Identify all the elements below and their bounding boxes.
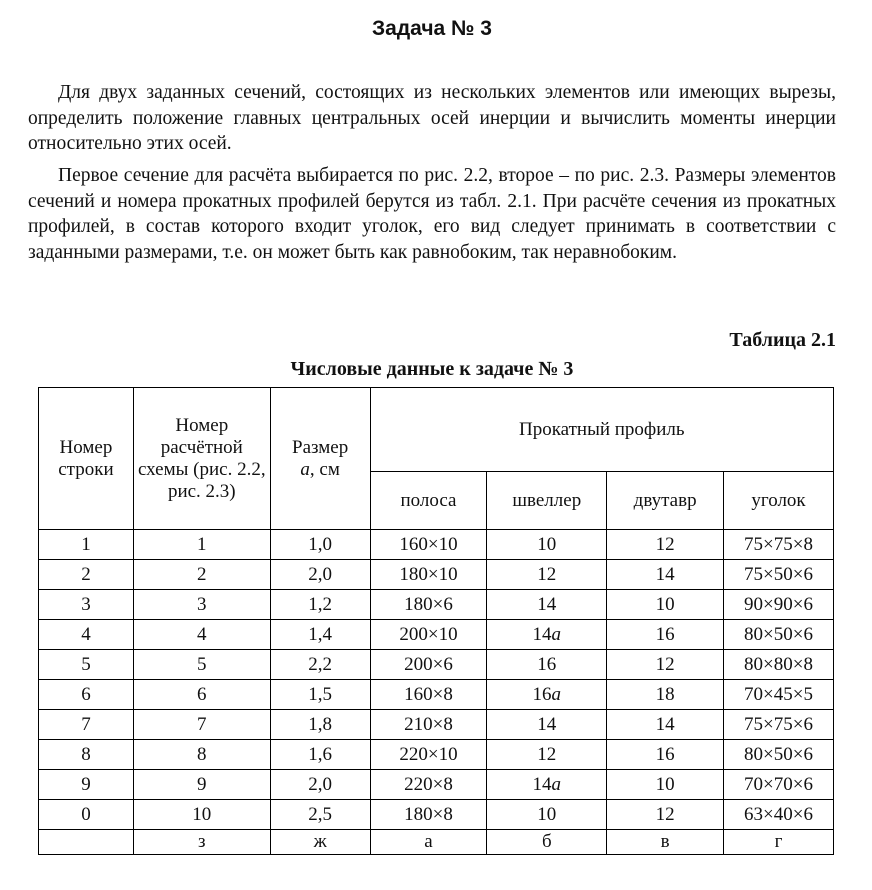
cell-ibeam: 16 <box>607 620 724 650</box>
cell-angle: 90×90×6 <box>724 590 834 620</box>
cell-row-number: 3 <box>39 590 134 620</box>
cell-angle: 75×50×6 <box>724 560 834 590</box>
table-row <box>39 770 834 800</box>
table-row <box>39 560 834 590</box>
cell-ibeam: 10 <box>607 590 724 620</box>
letter-cell: г <box>724 830 834 855</box>
cell-ibeam: 10 <box>607 770 724 800</box>
cell-size: 1,6 <box>270 740 370 770</box>
cell-scheme: 8 <box>133 740 270 770</box>
table-row <box>39 620 834 650</box>
cell-scheme: 4 <box>133 620 270 650</box>
cell-row-number: 5 <box>39 650 134 680</box>
letter-cell: а <box>370 830 487 855</box>
cell-ibeam: 14 <box>607 710 724 740</box>
letter-cell: б <box>487 830 607 855</box>
cell-strip: 200×10 <box>370 620 487 650</box>
cell-angle: 80×50×6 <box>724 620 834 650</box>
cell-channel: 16a <box>487 680 607 710</box>
cell-channel: 14 <box>487 590 607 620</box>
cell-angle: 80×80×8 <box>724 650 834 680</box>
cell-strip: 180×6 <box>370 590 487 620</box>
cell-size: 2,0 <box>270 770 370 800</box>
cell-ibeam: 14 <box>607 560 724 590</box>
cell-row-number: 6 <box>39 680 134 710</box>
header-rolled-profile: Прокатный профиль <box>370 388 833 472</box>
cell-row-number: 9 <box>39 770 134 800</box>
cell-angle: 63×40×6 <box>724 800 834 830</box>
cell-scheme: 2 <box>133 560 270 590</box>
cell-size: 1,4 <box>270 620 370 650</box>
header-size: Размер a, см <box>270 388 370 530</box>
table-row <box>39 710 834 740</box>
letter-cell: ж <box>270 830 370 855</box>
cell-strip: 200×6 <box>370 650 487 680</box>
table-row <box>39 590 834 620</box>
cell-channel: 10 <box>487 800 607 830</box>
cell-strip: 160×10 <box>370 530 487 560</box>
data-table <box>38 387 834 855</box>
table-caption: Числовые данные к задаче № 3 <box>290 358 574 380</box>
cell-channel: 12 <box>487 740 607 770</box>
table-row <box>39 740 834 770</box>
header-strip: полоса <box>370 472 487 530</box>
cell-channel: 12 <box>487 560 607 590</box>
table-row <box>39 800 834 830</box>
table-row <box>39 530 834 560</box>
cell-ibeam: 12 <box>607 530 724 560</box>
cell-scheme: 6 <box>133 680 270 710</box>
cell-size: 1,2 <box>270 590 370 620</box>
table-row <box>39 650 834 680</box>
cell-row-number: 8 <box>39 740 134 770</box>
cell-row-number: 2 <box>39 560 134 590</box>
cell-size: 1,8 <box>270 710 370 740</box>
paragraph-instructions: Первое сечение для расчёта выбирается по рис. 2.2, второе – по рис. 2.3. Размеры элементов сечений и номера прокатных профилей берутся из табл. 2.1. При расчёте сечения из прокатных профилей, в состав которого входит уголок, его вид следует принимать в соответствии с заданными размерами, т.е. он может быть как равнобоким, так неравнобоким. <box>28 165 836 263</box>
cell-strip: 180×10 <box>370 560 487 590</box>
cell-channel: 14 <box>487 710 607 740</box>
cell-angle: 75×75×8 <box>724 530 834 560</box>
cell-scheme: 5 <box>133 650 270 680</box>
cell-strip: 220×10 <box>370 740 487 770</box>
header-ibeam: двутавр <box>607 472 724 530</box>
cell-size: 2,2 <box>270 650 370 680</box>
cell-size: 1,5 <box>270 680 370 710</box>
cell-strip: 180×8 <box>370 800 487 830</box>
cell-scheme: 1 <box>133 530 270 560</box>
header-scheme-number: Номер расчётной схемы (рис. 2.2, рис. 2.3) <box>133 388 270 530</box>
cell-row-number: 7 <box>39 710 134 740</box>
cell-strip: 210×8 <box>370 710 487 740</box>
cell-scheme: 3 <box>133 590 270 620</box>
cell-angle: 80×50×6 <box>724 740 834 770</box>
cell-strip: 160×8 <box>370 680 487 710</box>
cell-strip: 220×8 <box>370 770 487 800</box>
cell-row-number: 0 <box>39 800 134 830</box>
task-title: Задача № 3 <box>372 17 492 40</box>
cell-channel: 14a <box>487 770 607 800</box>
header-channel: швеллер <box>487 472 607 530</box>
cell-ibeam: 18 <box>607 680 724 710</box>
cell-size: 1,0 <box>270 530 370 560</box>
letter-cell <box>39 830 134 855</box>
cell-angle: 70×45×5 <box>724 680 834 710</box>
paragraph-task-statement: Для двух заданных сечений, состоящих из нескольких элементов или имеющих вырезы, определить положение главных центральных осей инерции и вычислить моменты инерции относительно этих осей. <box>28 82 836 154</box>
cell-channel: 14a <box>487 620 607 650</box>
cell-row-number: 1 <box>39 530 134 560</box>
table-row <box>39 680 834 710</box>
cell-size: 2,5 <box>270 800 370 830</box>
cell-channel: 16 <box>487 650 607 680</box>
cell-scheme: 10 <box>133 800 270 830</box>
table-number: Таблица 2.1 <box>729 329 836 351</box>
header-angle: уголок <box>724 472 834 530</box>
cell-size: 2,0 <box>270 560 370 590</box>
cell-scheme: 9 <box>133 770 270 800</box>
letter-cell: в <box>607 830 724 855</box>
cell-ibeam: 12 <box>607 650 724 680</box>
cell-row-number: 4 <box>39 620 134 650</box>
letter-cell: з <box>133 830 270 855</box>
cell-channel: 10 <box>487 530 607 560</box>
header-row-number: Номер строки <box>39 388 134 530</box>
cell-scheme: 7 <box>133 710 270 740</box>
cell-angle: 75×75×6 <box>724 710 834 740</box>
cell-ibeam: 12 <box>607 800 724 830</box>
cell-angle: 70×70×6 <box>724 770 834 800</box>
letters-row <box>39 830 834 855</box>
cell-ibeam: 16 <box>607 740 724 770</box>
